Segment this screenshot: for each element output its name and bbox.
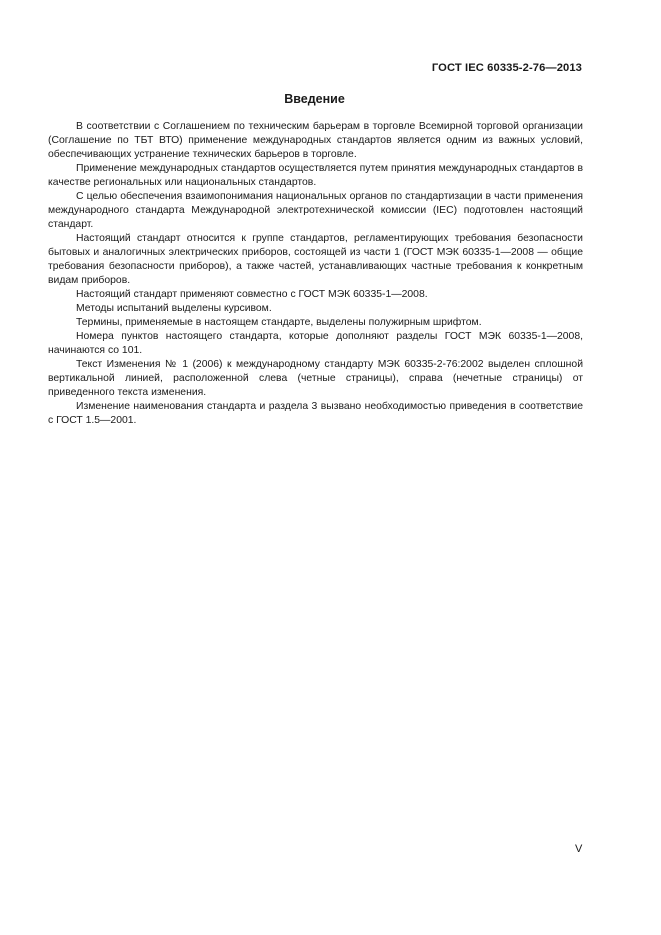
paragraph: Методы испытаний выделены курсивом.	[76, 303, 272, 314]
standard-code-header: ГОСТ IEC 60335-2-76—2013	[431, 62, 582, 74]
paragraph: Текст Изменения № 1 (2006) к международному стандарту МЭК 60335-2-76:2002 выделен сплошной вертикальной линией, расположенной слева (четные страницы), справа (нечетные страницы) от приведенного текста изменения.	[48, 359, 583, 398]
paragraph: В соответствии с Соглашением по техническим барьерам в торговле Всемирной торговой организации (Соглашение по ТБТ ВТО) применение международных стандартов является одним из важных условий, обеспечивающих устранение технических барьеров в торговле.	[48, 121, 583, 160]
section-title: Введение	[284, 92, 345, 106]
paragraph: Настоящий стандарт относится к группе стандартов, регламентирующих требования безопасности бытовых и аналогичных электрических приборов, состоящей из части 1 (ГОСТ МЭК 60335-1—2008 — общие требования безопасности приборов), а также частей, устанавливающих частные требования к конкретным видам приборов.	[48, 233, 583, 286]
introduction-body	[48, 120, 583, 428]
page-number: V	[575, 843, 583, 855]
paragraph: С целью обеспечения взаимопонимания национальных органов по стандартизации в части применения международного стандарта Международной электротехнической комиссии (IEC) подготовлен настоящий стандарт.	[48, 191, 583, 230]
paragraph: Номера пунктов настоящего стандарта, которые дополняют разделы ГОСТ МЭК 60335-1—2008, начинаются со 101.	[48, 331, 583, 356]
paragraph: Термины, применяемые в настоящем стандарте, выделены полужирным шрифтом.	[76, 317, 482, 328]
paragraph: Применение международных стандартов осуществляется путем принятия международных стандартов в качестве региональных или национальных стандартов.	[48, 163, 583, 188]
paragraph: Настоящий стандарт применяют совместно с ГОСТ МЭК 60335-1—2008.	[76, 289, 428, 300]
paragraph: Изменение наименования стандарта и раздела 3 вызвано необходимостью приведения в соответствие с ГОСТ 1.5—2001.	[48, 401, 583, 426]
